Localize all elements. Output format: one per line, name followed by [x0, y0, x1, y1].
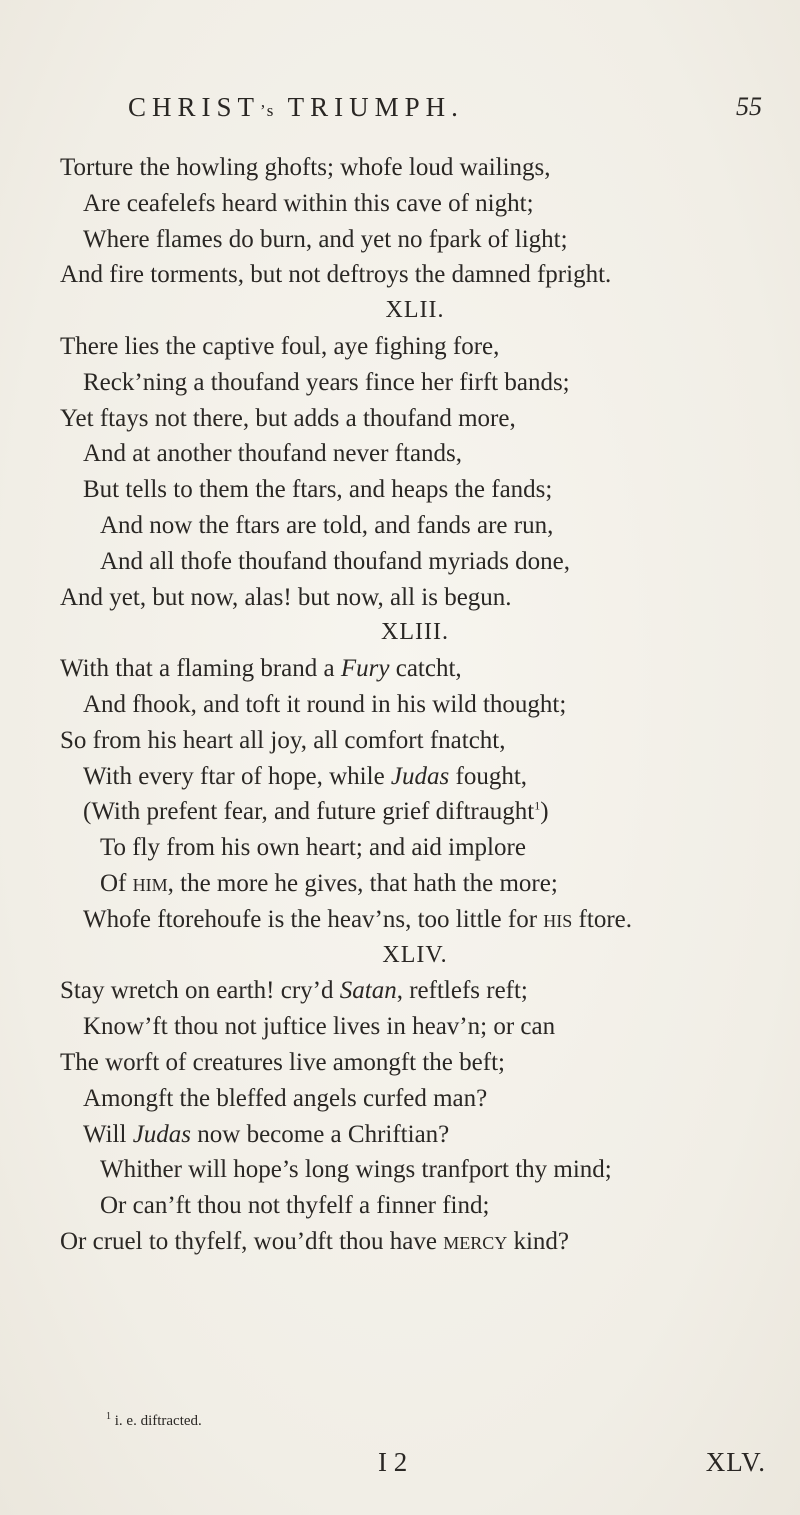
- running-title: [128, 92, 464, 123]
- catchword: XLV.: [705, 1447, 766, 1477]
- text-run: his: [543, 905, 573, 933]
- signature-mark: I 2: [378, 1447, 408, 1477]
- text-run: XLIII.: [381, 619, 449, 646]
- text-run: Stay wretch on earth! cry’d: [60, 977, 340, 1005]
- text-run: Judas: [132, 1120, 192, 1148]
- stanza-heading: [0, 615, 800, 651]
- text-run: But tells to them the ftars, and heaps the fands;: [83, 476, 553, 504]
- text-run: Amongft the bleffed angels curfed man?: [83, 1084, 488, 1112]
- text-run: Are ceafelefs heard within this cave of night;: [83, 189, 534, 217]
- verse-line: [0, 973, 800, 1009]
- text-run: Torture the howling ghofts; whofe loud wailings,: [60, 154, 551, 181]
- text-run: mercy: [443, 1227, 508, 1255]
- text-run: And all thofe thoufand thoufand myriads done,: [100, 547, 571, 575]
- text-run: Or can’ft thou not thyfelf a finner find;: [100, 1192, 490, 1220]
- footnote-text: i. e. diftracted.: [114, 1413, 202, 1429]
- text-run: Judas: [390, 762, 450, 790]
- verse-line: [0, 1188, 800, 1224]
- verse-line: [0, 186, 800, 222]
- verse-line: [0, 723, 800, 759]
- text-run: And fire torments, but not deftroys the damned fpright.: [60, 261, 612, 289]
- verse-line: [0, 1009, 800, 1045]
- text-run: XLIV.: [382, 941, 448, 968]
- text-run: And fhook, and toft it round in his wild thought;: [83, 690, 567, 718]
- poem-body: [0, 150, 800, 1260]
- text-run: Of: [100, 869, 133, 897]
- verse-line: [0, 222, 800, 258]
- text-run: Know’ft thou not juftice lives in heav’n; or can: [83, 1013, 556, 1041]
- verse-line: [0, 1117, 800, 1153]
- page-number: 55: [736, 92, 762, 121]
- text-run: Reck’ning a thoufand years fince her firft bands;: [83, 368, 570, 396]
- text-run: ): [540, 798, 549, 826]
- footnote-mark: 1: [106, 1411, 111, 1422]
- verse-line: [0, 1081, 800, 1117]
- text-run: XLII.: [385, 297, 445, 324]
- verse-line: [0, 150, 800, 186]
- verse-line: [0, 902, 800, 938]
- verse-line: [0, 436, 800, 472]
- running-title-name: CHRIST: [128, 92, 261, 122]
- text-run: Whofe ftorehoufe is the heav’ns, too little for: [83, 905, 544, 933]
- stanza-heading: [0, 938, 800, 974]
- text-run: Or cruel to thyfelf, wou’dft thou have: [60, 1227, 444, 1255]
- text-run: With that a flaming brand a: [60, 655, 341, 683]
- verse-line: [0, 794, 800, 830]
- text-run: Satan: [339, 977, 397, 1005]
- text-run: Fury: [340, 655, 390, 683]
- verse-line: [0, 508, 800, 544]
- running-title-rest: TRIUMPH.: [287, 92, 464, 122]
- verse-line: [0, 365, 800, 401]
- text-run: Will: [83, 1120, 133, 1148]
- verse-line: [0, 472, 800, 508]
- verse-line: [0, 759, 800, 795]
- text-run: To fly from his own heart; and aid implore: [100, 834, 526, 862]
- text-run: ftore.: [572, 905, 632, 933]
- verse-line: [0, 651, 800, 687]
- text-run: kind?: [507, 1227, 570, 1255]
- verse-line: [0, 329, 800, 365]
- verse-line: [0, 687, 800, 723]
- text-run: With every ftar of hope, while: [83, 762, 391, 790]
- verse-line: [0, 401, 800, 437]
- verse-line: [0, 866, 800, 902]
- footnote-ref: 1: [534, 799, 541, 814]
- text-run: So from his heart all joy, all comfort fnatcht,: [60, 726, 506, 754]
- text-run: (With prefent fear, and future grief diftraught: [83, 798, 535, 826]
- text-run: Whither will hope’s long wings tranfport thy mind;: [100, 1156, 612, 1184]
- text-run: The worft of creatures live amongft the beft;: [60, 1048, 505, 1076]
- verse-line: [0, 1224, 800, 1260]
- text-run: Where flames do burn, and yet no fpark of light;: [83, 225, 568, 253]
- text-run: And now the ftars are told, and fands are run,: [100, 511, 554, 539]
- text-run: , the more he gives, that hath the more;: [167, 869, 558, 897]
- verse-line: [0, 1152, 800, 1188]
- text-run: catcht,: [389, 655, 462, 683]
- text-run: There lies the captive foul, aye fighing fore,: [60, 332, 500, 360]
- text-run: And yet, but now, alas! but now, all is begun.: [60, 583, 512, 611]
- text-run: , reftlefs reft;: [396, 977, 528, 1005]
- running-head: [0, 92, 800, 132]
- text-run: him: [132, 869, 168, 897]
- text-run: now become a Chriftian?: [191, 1120, 450, 1148]
- verse-line: [0, 580, 800, 616]
- text-run: Yet ftays not there, but adds a thoufand more,: [60, 404, 516, 432]
- running-title-possessive: ’s: [260, 101, 276, 120]
- verse-line: [0, 1045, 800, 1081]
- verse-line: [0, 544, 800, 580]
- text-run: fought,: [449, 762, 528, 790]
- stanza-heading: [0, 293, 800, 329]
- text-run: And at another thoufand never ftands,: [83, 440, 463, 468]
- footnote: [106, 1413, 202, 1430]
- verse-line: [0, 830, 800, 866]
- verse-line: [0, 257, 800, 293]
